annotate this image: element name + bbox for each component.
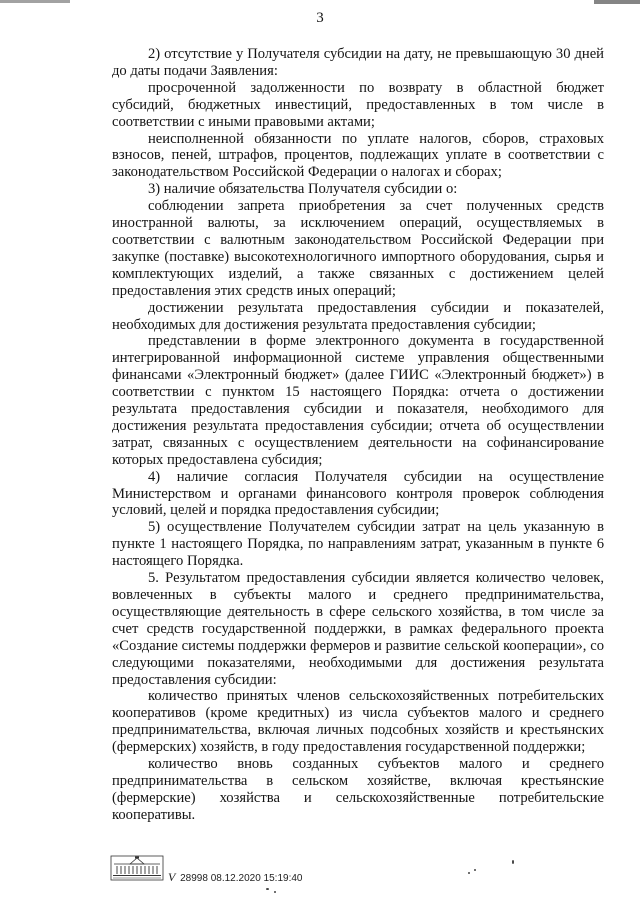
page-number: 3 xyxy=(316,10,324,26)
paragraph-indicator-members: количество принятых членов сельскохозяйственных потребительских кооперативов (кроме кредитных) из числа субъектов малого и среднего предпринимательства, включая личных подсобных хозяйств и крестьянских (фермерских) хозяйств, в году предоставления государственной поддержки; xyxy=(112,688,604,756)
scan-speck xyxy=(266,888,269,890)
paragraph-indicator-new-subjects: количество вновь созданных субъектов малого и среднего предпринимательства в сельском хозяйстве, включая крестьянские (фермерские) хозяйства и сельскохозяйственные потребительские кооперативы. xyxy=(112,756,604,823)
paragraph-section-5-result: 5. Результатом предоставления субсидии является количество человек, вовлеченных в субъекты малого и среднего предпринимательства, осуществляющие деятельность в сфере сельского хозяйства, в том числе за счет средств государственной поддержки, в рамках федерального проекта «Создание системы поддержки фермеров и развитие сельской кооперации», со следующими показателями, необходимыми для достижения результата предоставления субсидии: xyxy=(112,570,604,688)
paragraph-condition-2: 2) отсутствие у Получателя субсидии на дату, не превышающую 30 дней до даты подачи Заявления: xyxy=(112,46,604,79)
paragraph-condition-3: 3) наличие обязательства Получателя субсидии о: xyxy=(148,181,458,198)
paragraph-condition-4: 4) наличие согласия Получателя субсидии на осуществление Министерством и органами финансового контроля проверок соблюдения условий, целей и порядка предоставления субсидии; xyxy=(112,468,604,519)
registration-mark: V xyxy=(168,870,176,884)
scan-speck xyxy=(274,891,276,893)
registration-stamp xyxy=(168,870,302,885)
paragraph-result-achievement: достижении результата предоставления субсидии и показателей, необходимых для достижения результата предоставления субсидии; xyxy=(112,299,604,333)
paragraph-condition-5: 5) осуществление Получателем субсидии затрат на цель указанную в пункте 1 настоящего Порядка, по направлениям затрат, указанным в пункте 6 настоящего Порядка. xyxy=(112,519,604,570)
scan-speck xyxy=(474,869,476,871)
scan-edge xyxy=(0,0,640,6)
paragraph-tax-obligation: неисполненной обязанности по уплате налогов, сборов, страховых взносов, пеней, штрафов, процентов, подлежащих уплате в соответствии с законодательством Российской Федерации о налогах и сборах; xyxy=(112,130,604,181)
scan-speck xyxy=(468,872,470,874)
document-footer xyxy=(0,855,640,905)
government-building-stamp-icon xyxy=(110,855,164,881)
registration-number-date: 28998 08.12.2020 15:19:40 xyxy=(180,873,303,884)
paragraph-overdue-debt: просроченной задолженности по возврату в областной бюджет субсидий, бюджетных инвестиций, предоставленных в том числе в соответствии с иными правовыми актами; xyxy=(112,79,604,130)
document-body xyxy=(112,46,604,824)
paragraph-electronic-report: представлении в форме электронного документа в государственной интегрированной информационной системе управления общественными финансами «Электронный бюджет» (далее ГИИС «Электронный бюджет») в соответствии с пунктом 15 настоящего Порядка: отчета о достижении результата предоставления субсидии и показателя, необходимого для достижения результата предоставления субсидии; отчета об осуществлении затрат, связанных с осуществлением деятельности на софинансирование которых предоставлена субсидия; xyxy=(112,333,604,468)
paragraph-currency-ban: соблюдении запрета приобретения за счет полученных средств иностранной валюты, за исключением операций, осуществляемых в соответствии с валютным законодательством Российской Федерации при закупке (поставке) высокотехнологичного импортного оборудования, сырья и комплектующих изделий, а также связанных с достижением целей предоставления этих средств иных операций; xyxy=(112,198,604,299)
scan-speck xyxy=(512,860,514,864)
